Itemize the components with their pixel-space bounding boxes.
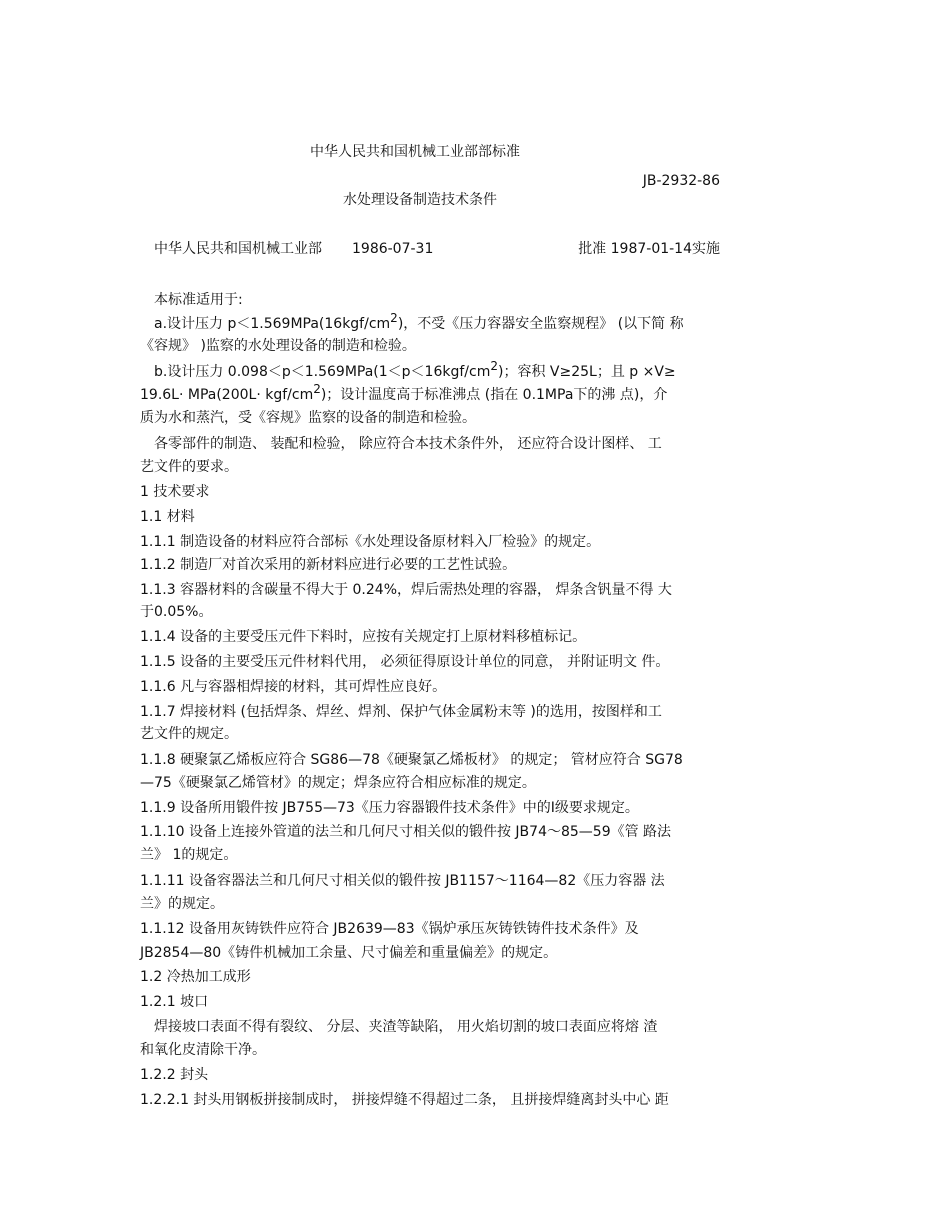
clause-1-1-8-line-1: 1.1.8 硬聚氯乙烯板应符合 SG86—78《硬聚氯乙烯板材》 的规定； 管材应符合 SG78 bbox=[140, 752, 683, 768]
clause-1-1-1: 1.1.1 制造设备的材料应符合部标《水处理设备原材料入厂检验》的规定。 bbox=[140, 534, 601, 550]
org-standard-heading: 中华人民共和国机械工业部部标准 bbox=[310, 144, 520, 160]
issue-date: 1986-07-31 bbox=[352, 241, 434, 257]
scope-intro: 本标准适用于: bbox=[154, 292, 243, 308]
clause-1-1-7-line-2: 艺文件的规定。 bbox=[140, 726, 238, 742]
approve-date: 批准 1987-01-14实施 bbox=[578, 241, 720, 257]
standard-code: JB-2932-86 bbox=[642, 173, 720, 189]
clause-1-1-9: 1.1.9 设备所用锻件按 JB755—73《压力容器锻件技术条件》中的Ⅰ级要求规定。 bbox=[140, 800, 639, 816]
clause-1-1-2: 1.1.2 制造厂对首次采用的新材料应进行必要的工艺性试验。 bbox=[140, 557, 517, 573]
general-paragraph-line-2: 艺文件的要求。 bbox=[140, 459, 238, 475]
scope-a-line-1: a.设计压力 $p<1.569MPa(16kgf/cm^2)$，不受《压力容器安全监察规程》 (以下简 称 bbox=[154, 311, 684, 332]
section-1-1-heading: 1.1 材料 bbox=[140, 509, 195, 525]
scope-b-line-1: b.设计压力 $0.098<p<1.569MPa(1<p<16kgf/cm^2)$；容积 V≥25L；且 p ×V≥ bbox=[154, 359, 676, 380]
clause-1-1-8-line-2: —75《硬聚氯乙烯管材》的规定；焊条应符合相应标准的规定。 bbox=[140, 775, 536, 791]
general-paragraph-line-1: 各零部件的制造、 装配和检验， 除应符合本技术条件外， 还应符合设计图样、 工 bbox=[154, 436, 662, 452]
clause-1-1-3-line-1: 1.1.3 容器材料的含碳量不得大于 0.24%，焊后需热处理的容器， 焊条含钒量不得 大 bbox=[140, 582, 672, 598]
clause-1-1-10-line-2: 兰》 1的规定。 bbox=[140, 847, 238, 863]
scope-b-line-2: 19.6L· MPa(200L· kgf/$cm^2$)；设计温度高于标准沸点 (指在 0.1MPa下的沸 点)，介 bbox=[140, 382, 668, 403]
section-1-heading: 1 技术要求 bbox=[140, 484, 210, 500]
clause-1-1-6: 1.1.6 凡与容器相焊接的材料，其可焊性应良好。 bbox=[140, 679, 447, 695]
document-title: 水处理设备制造技术条件 bbox=[343, 192, 497, 208]
clause-1-1-12-line-2: JB2854—80《铸件机械加工余量、尺寸偏差和重量偏差》的规定。 bbox=[140, 945, 558, 961]
clause-1-2-1-heading: 1.2.1 坡口 bbox=[140, 994, 209, 1010]
clause-1-1-11-line-1: 1.1.11 设备容器法兰和几何尺寸相关似的锻件按 JB1157～1164—82《压力容器 法 bbox=[140, 873, 665, 889]
section-1-2-heading: 1.2 冷热加工成形 bbox=[140, 969, 251, 985]
clause-1-2-2-heading: 1.2.2 封头 bbox=[140, 1067, 209, 1083]
clause-1-2-1-line-2: 和氧化皮清除干净。 bbox=[140, 1042, 266, 1058]
clause-1-1-7-line-1: 1.1.7 焊接材料 (包括焊条、焊丝、焊剂、保护气体金属粉末等 )的选用，按图样和工 bbox=[140, 704, 662, 720]
scope-a-line-2: 《容规》 )监察的水处理设备的制造和检验。 bbox=[140, 338, 416, 354]
clause-1-1-12-line-1: 1.1.12 设备用灰铸铁件应符合 JB2639—83《锅炉承压灰铸铁铸件技术条件》及 bbox=[140, 921, 639, 937]
scope-b-line-3: 质为水和蒸汽，受《容规》监察的设备的制造和检验。 bbox=[140, 410, 476, 426]
clause-1-1-4: 1.1.4 设备的主要受压元件下料时，应按有关规定打上原材料移植标记。 bbox=[140, 629, 587, 645]
clause-1-1-11-line-2: 兰》的规定。 bbox=[140, 896, 224, 912]
clause-1-2-2-1: 1.2.2.1 封头用钢板拼接制成时， 拼接焊缝不得超过二条， 且拼接焊缝离封头中心 距 bbox=[140, 1092, 669, 1108]
issuer: 中华人民共和国机械工业部 bbox=[154, 241, 322, 257]
clause-1-1-5: 1.1.5 设备的主要受压元件材料代用， 必须征得原设计单位的同意， 并附证明文 件。 bbox=[140, 654, 670, 670]
clause-1-1-10-line-1: 1.1.10 设备上连接外管道的法兰和几何尺寸相关似的锻件按 JB74～85—59《管 路法 bbox=[140, 824, 672, 840]
clause-1-1-3-line-2: 于0.05%。 bbox=[140, 604, 213, 620]
clause-1-2-1-line-1: 焊接坡口表面不得有裂纹、 分层、夹渣等缺陷， 用火焰切割的坡口表面应将熔 渣 bbox=[154, 1019, 658, 1035]
